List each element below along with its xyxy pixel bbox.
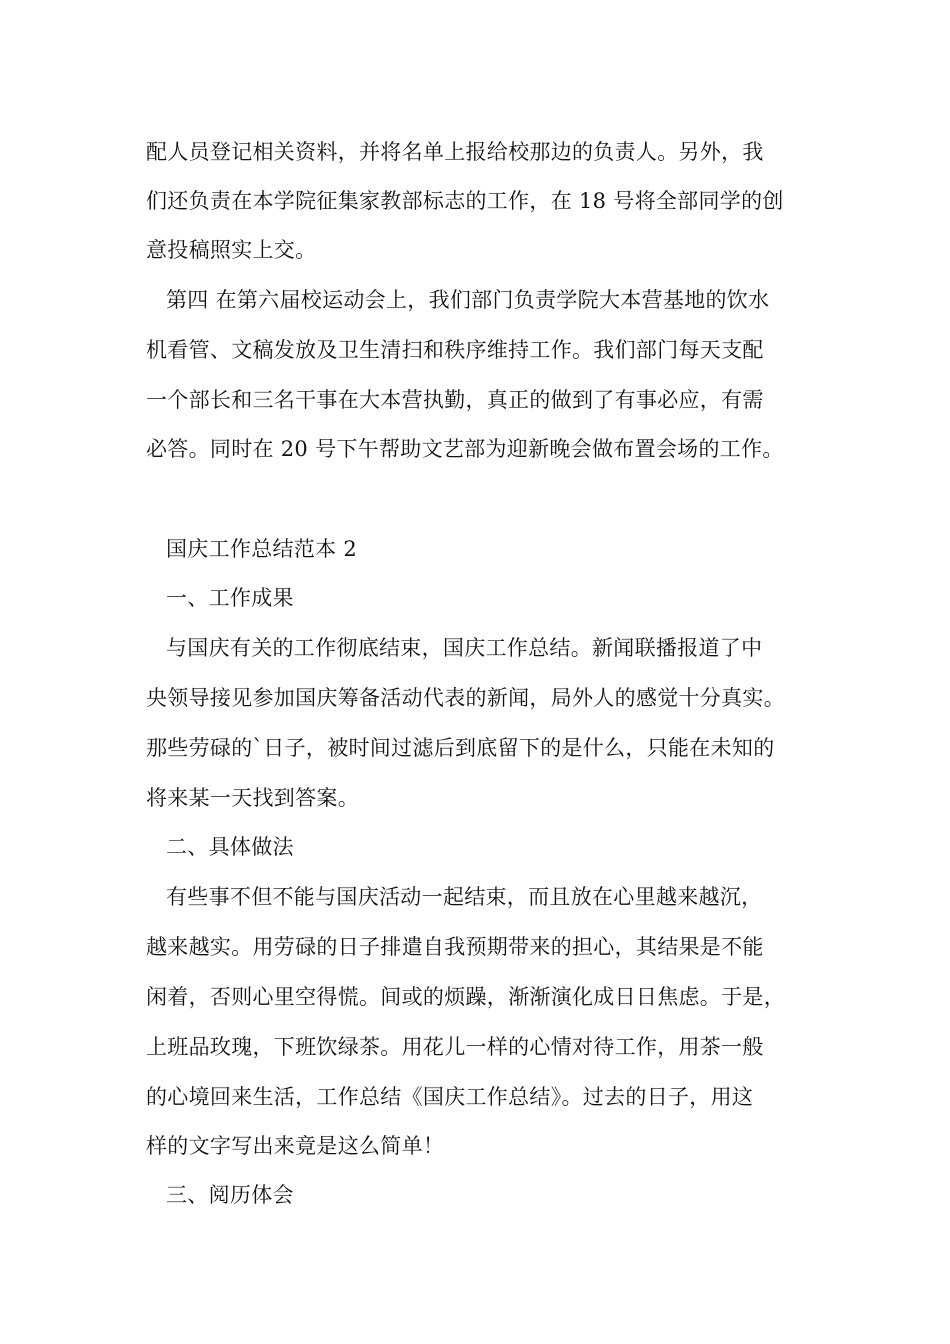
paragraph-line: 第四 在第六届校运动会上，我们部门负责学院大本营基地的饮水 bbox=[166, 288, 770, 312]
paragraph-line: 机看管、文稿发放及卫生清扫和秩序维持工作。我们部门每天支配 bbox=[146, 338, 764, 362]
paragraph-line: 们还负责在本学院征集家教部标志的工作，在 18 号将全部同学的创 bbox=[146, 189, 784, 213]
section-heading: 一、工作成果 bbox=[166, 586, 294, 610]
paragraph-line: 央领导接见参加国庆筹备活动代表的新闻，局外人的感觉十分真实。 bbox=[146, 686, 785, 710]
section-heading: 三、阅历体会 bbox=[166, 1183, 294, 1207]
paragraph-line: 越来越实。用劳碌的日子排遣自我预期带来的担心，其结果是不能 bbox=[146, 935, 764, 959]
paragraph-line: 配人员登记相关资料，并将名单上报给校那边的负责人。另外，我 bbox=[146, 140, 764, 164]
paragraph-line: 闲着，否则心里空得慌。间或的烦躁，渐渐演化成日日焦虑。于是， bbox=[146, 985, 785, 1009]
paragraph-line: 必答。同时在 20 号下午帮助文艺部为迎新晚会做布置会场的工作。 bbox=[146, 437, 784, 461]
paragraph-line: 样的文字写出来竟是这么简单！ bbox=[146, 1134, 445, 1158]
section-heading: 二、具体做法 bbox=[166, 835, 294, 859]
paragraph-line: 一个部长和三名干事在大本营执勤，真正的做到了有事必应，有需 bbox=[146, 388, 764, 412]
paragraph-line: 与国庆有关的工作彻底结束，国庆工作总结。新闻联播报道了中 bbox=[166, 636, 763, 660]
section-title: 国庆工作总结范本 2 bbox=[166, 537, 358, 561]
paragraph-line: 那些劳碌的`日子，被时间过滤后到底留下的是什么，只能在未知的 bbox=[146, 736, 775, 760]
paragraph-line: 的心境回来生活，工作总结《国庆工作总结》。过去的日子，用这 bbox=[146, 1085, 754, 1109]
paragraph-line: 将来某一天找到答案。 bbox=[146, 786, 359, 810]
paragraph-line: 意投稿照实上交。 bbox=[146, 238, 317, 262]
paragraph-line: 有些事不但不能与国庆活动一起结束，而且放在心里越来越沉， bbox=[166, 885, 763, 909]
paragraph-line: 上班品玫瑰，下班饮绿茶。用花儿一样的心情对待工作，用茶一般 bbox=[146, 1035, 764, 1059]
